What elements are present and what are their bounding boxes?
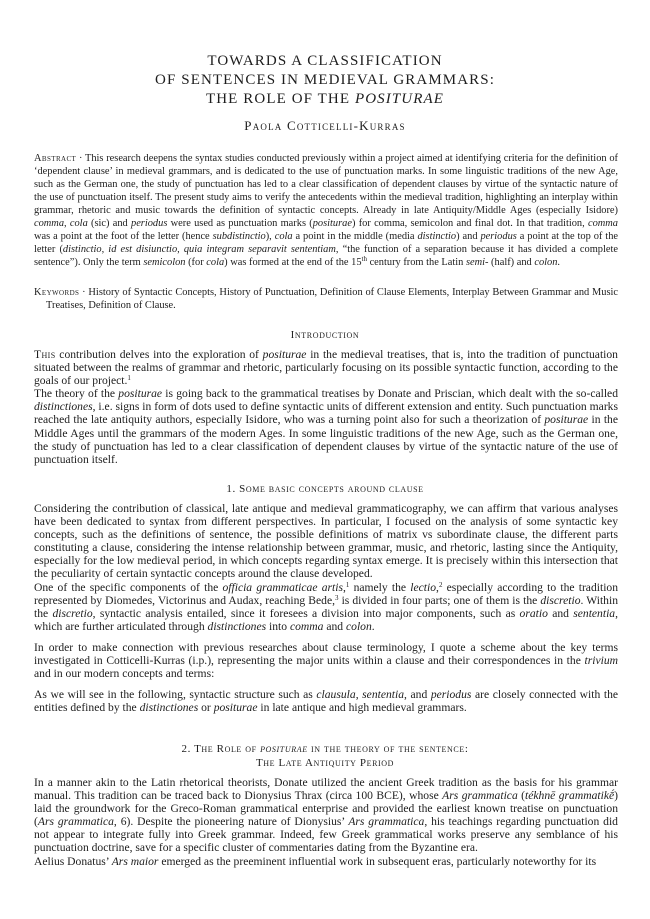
paragraph-term: trivium bbox=[584, 654, 618, 668]
abstract-term: colon bbox=[534, 256, 558, 268]
abstract-text: This research deepens the syntax studies conducted previously within a project aimed at identifying criteria for the definition of ‘dependent clause’ in medieval grammars, and is dedicated to the use of punctuation marks. In some linguistic traditions of the new Age, such as the German one, the study of punctuation has led to a clear classification of dependent clauses by virtue of the syntactic nature of the use of punctuation itself. The present study aims to verify the antecedents within the medieval tradition, highlighting an interplay within grammar, rhetoric and music towards the definition of syntactic concepts. Already in late Antiquity/Middle Ages (especially Isidore) bbox=[34, 153, 618, 216]
paragraph-text: especially according to the tradition represented by Diomedes, Victorinus and Audax, reaching Bede, bbox=[34, 580, 619, 607]
paragraph-text: , bbox=[355, 688, 363, 702]
abstract-text: ), bbox=[265, 230, 275, 242]
abstract-term: positurae bbox=[312, 217, 352, 229]
paragraph-text: The theory of the bbox=[34, 387, 119, 401]
abstract-term: semi- bbox=[465, 256, 489, 268]
paragraph-text: , bbox=[342, 580, 346, 594]
section-1-paragraph-1: Considering the contribution of classical, late antique and medieval grammaticography, we can affirm that various analyses have been dedicated to syntax from different perspectives. In particular, I focused on the analysis of some syntactic key concepts, such as the definitions of sentence, the possible definitions of matrix vs subordinate clause, the different parts constituting a clause, considering the intense relationship between grammar, music, and rhetoric, lasting since the Antiquity, especially for the low medieval period, in which concepts regarding syntax emerge. It is precisely within this intersection that the peculiarity of certain syntactic concepts around the clause developed. bbox=[34, 502, 618, 581]
section-2-body bbox=[34, 776, 618, 868]
keywords-separator: · bbox=[79, 287, 89, 298]
heading-text: 2. The Role of bbox=[181, 743, 261, 755]
paragraph-text: ) laid the groundwork for the Greco-Roman grammatical enterprise and provided the earliest known treatise on punctuation ( bbox=[34, 789, 618, 829]
paper-title bbox=[0, 52, 650, 109]
paragraph-term: positurae bbox=[118, 387, 163, 401]
paragraph-text: and in our modern concepts and terms: bbox=[34, 667, 215, 681]
section-1-paragraph-2 bbox=[34, 581, 618, 633]
abstract-text: (sic) and bbox=[87, 217, 131, 229]
abstract-quote: distinctio, id est disiunctio, quia integram separavit sententiam bbox=[62, 243, 336, 255]
paragraph-term: periodus bbox=[430, 688, 472, 702]
paragraph-term: sententia bbox=[362, 688, 405, 702]
abstract-text: were used as punctuation marks ( bbox=[167, 217, 313, 229]
paragraph-term: distinctiones bbox=[207, 619, 267, 633]
title-line-3-text: THE ROLE OF THE bbox=[205, 91, 355, 107]
abstract-text: , bbox=[64, 217, 70, 229]
abstract-term: distinctio bbox=[417, 230, 457, 242]
paragraph-text: contribution delves into the exploration of bbox=[55, 348, 263, 361]
section-1-heading: 1. Some basic concepts around clause bbox=[226, 483, 424, 495]
abstract-text: , “the function of a separation because it has divided a complete sentence”). Only the term bbox=[34, 243, 618, 268]
abstract-text: (for bbox=[185, 256, 207, 268]
paragraph-term: clausula bbox=[316, 688, 356, 702]
abstract-text: century from the Latin bbox=[366, 256, 466, 268]
abstract-text: ) for comma, semicolon and final dot. In that tradition, bbox=[351, 217, 588, 229]
introduction-body bbox=[34, 348, 618, 466]
footnote-ref: 2 bbox=[438, 580, 443, 589]
abstract-text: ) was formed at the end of the 15 bbox=[224, 256, 362, 268]
abstract-term: periodus bbox=[131, 217, 168, 229]
paragraph-term: comma bbox=[289, 619, 324, 633]
abstract-term: cola bbox=[274, 230, 293, 242]
title-line-3-italic: POSITURAE bbox=[354, 91, 445, 107]
paragraph-text: In a manner akin to the Latin rhetorical theorists, Donate utilized the ancient Greek tradition as the basis for his grammar manual. This tradition can be traced back to Dionysius Thrax (circa 100 BCE), whose bbox=[34, 776, 618, 803]
abstract-label: Abstract bbox=[34, 153, 77, 164]
paragraph-term: oratio bbox=[519, 606, 548, 620]
introduction-paragraph-2 bbox=[34, 387, 618, 466]
paragraph-text: . bbox=[371, 619, 375, 633]
abstract-text: ) and bbox=[456, 230, 481, 242]
paragraph-text: and bbox=[323, 619, 347, 633]
abstract-term: comma bbox=[587, 217, 618, 229]
abstract-separator: · bbox=[76, 153, 85, 164]
paragraph-text: in the Middle Ages until the grammars of the modern Ages. In some linguistic traditions of the new Age, such as the German one, the study of punctuation has led to a clear classification of dependent clauses by virtue of the syntactic nature of the use of punctuation itself. bbox=[34, 413, 618, 466]
paragraph-term: distinctiones bbox=[139, 701, 199, 715]
abstract-term: cola bbox=[69, 217, 88, 229]
section-2-paragraph-1 bbox=[34, 776, 618, 855]
paragraph-text: into bbox=[266, 619, 290, 633]
paragraph-text: Aelius Donatus’ bbox=[34, 854, 112, 868]
abstract-text: a point at the top of the letter ( bbox=[34, 230, 619, 255]
title-line-1: TOWARDS A CLASSIFICATION bbox=[207, 53, 443, 69]
title-line-2: OF SENTENCES IN MEDIEVAL GRAMMARS: bbox=[155, 72, 495, 88]
section-2-heading-line-1 bbox=[0, 742, 650, 756]
paragraph-text: , bbox=[436, 580, 439, 594]
abstract-text: was a point at the foot of the letter (hence bbox=[34, 230, 213, 242]
introduction-heading: Introduction bbox=[290, 329, 360, 341]
abstract-text: . bbox=[557, 256, 561, 268]
section-2-heading bbox=[0, 742, 650, 770]
author-name: Paola Cotticelli-Kurras bbox=[244, 118, 406, 133]
paragraph-text: are closely connected with the entities defined by the bbox=[34, 688, 619, 715]
paragraph-text: , i.e. signs in form of dots used to define syntactic units of different extension and entity. Such punctuation marks reached the late antiquity authors, especially Isidore, who was a turning point also for such a theorization of bbox=[34, 400, 618, 427]
paragraph-text: . Within the bbox=[34, 593, 618, 620]
keywords-text: History of Syntactic Concepts, History of Punctuation, Definition of Clause Elements, Interplay Between Grammar and Music Treatises, Definition of Clause. bbox=[46, 287, 618, 311]
heading-term: positurae bbox=[260, 743, 308, 755]
footnote-ref: 1 bbox=[345, 580, 350, 589]
abstract bbox=[34, 153, 618, 270]
paragraph-term: discretio bbox=[52, 606, 93, 620]
abstract-term: periodus bbox=[480, 230, 517, 242]
paragraph-term: colon bbox=[346, 619, 372, 633]
section-1-paragraph-3 bbox=[34, 641, 618, 680]
paragraph-term: positurae bbox=[544, 413, 589, 427]
paragraph-term: positurae bbox=[262, 348, 307, 361]
abstract-term: cola bbox=[206, 256, 225, 268]
footnote-ref: 3 bbox=[335, 593, 339, 602]
section-1-paragraph-4 bbox=[34, 688, 618, 714]
paragraph-text: in the medieval treatises, that is, into the tradition of punctuation situated between the realms of grammar and rhetoric, particularly focusing on its possible syntactic function, according to the goals of our project. bbox=[34, 348, 618, 388]
paragraph-text: in late antique and high medieval grammars. bbox=[257, 701, 467, 715]
paragraph-text: ( bbox=[517, 789, 526, 803]
paragraph-term: Ars grammatica bbox=[348, 815, 425, 829]
heading-text: in the theory of the sentence: bbox=[307, 743, 469, 755]
paragraph-term: tékhnē grammatikḗ bbox=[525, 789, 615, 803]
abstract-term: comma bbox=[34, 217, 65, 229]
paragraph-text: is going back to the grammatical treatises by Donate and Priscian, which dealt with the so-called bbox=[162, 387, 619, 401]
paragraph-text: , which are further articulated through bbox=[34, 606, 618, 633]
paragraph-term: distinctiones bbox=[34, 400, 93, 414]
paragraph-text: In order to make connection with previous researches about clause terminology, I quote a scheme about the key terms investigated in Cotticelli-Kurras (i.p.), representing the major units within a clause and their correspondences in the bbox=[34, 640, 618, 668]
paragraph-term: Ars maior bbox=[111, 854, 159, 868]
abstract-superscript: th bbox=[361, 254, 367, 263]
paragraph-text: and bbox=[547, 606, 574, 620]
section-2-heading-line-2: The Late Antiquity Period bbox=[255, 757, 395, 769]
keywords bbox=[34, 287, 618, 313]
abstract-text: (half) and bbox=[488, 256, 535, 268]
title-line-3 bbox=[0, 90, 650, 109]
paragraph-term: officia grammaticae artis bbox=[222, 580, 343, 594]
paragraph-text: emerged as the preeminent influential work in subsequent eras, particularly noteworthy for its bbox=[158, 854, 597, 868]
introduction-paragraph-1 bbox=[34, 348, 618, 387]
paragraph-text: , and bbox=[404, 688, 431, 702]
section-1-body bbox=[34, 502, 618, 714]
paragraph-text: namely the bbox=[349, 580, 411, 594]
paragraph-term: Ars grammatica bbox=[37, 815, 114, 829]
abstract-term: semicolon bbox=[143, 256, 186, 268]
abstract-term: subdistinctio bbox=[212, 230, 266, 242]
paragraph-text: , 6). Despite the pioneering nature of Dionysius’ bbox=[113, 815, 349, 829]
paragraph-text: As we will see in the following, syntactic structure such as bbox=[34, 688, 317, 702]
paragraph-term: sententia bbox=[573, 606, 616, 620]
paragraph-term: lectio bbox=[410, 580, 437, 594]
paragraph-term: Ars grammatica bbox=[442, 789, 518, 803]
paragraph-term: positurae bbox=[213, 701, 258, 715]
section-2-paragraph-2 bbox=[34, 855, 618, 868]
abstract-text: a point in the middle (media bbox=[292, 230, 418, 242]
paragraph-text: One of the specific components of the bbox=[34, 580, 223, 594]
paragraph-text: , his teachings regarding punctuation did not appear to integrate fully into Greek grammar. Indeed, few Greek grammatical works preserve any semblance of his punctuation doctrine, save for a specific cluster of commentaries dating from the Byzantine era. bbox=[34, 815, 618, 855]
lead-word: This bbox=[34, 348, 56, 361]
paragraph-term: discretio bbox=[540, 593, 581, 607]
paragraph-text: is divided in four parts; one of them is the bbox=[338, 593, 541, 607]
keywords-label: Keywords bbox=[34, 287, 80, 298]
paragraph-text: , syntactic analysis entailed, since it foresees a division into major components, such as bbox=[92, 606, 520, 620]
footnote-ref: 1 bbox=[127, 374, 131, 383]
paragraph-text: or bbox=[198, 701, 214, 715]
